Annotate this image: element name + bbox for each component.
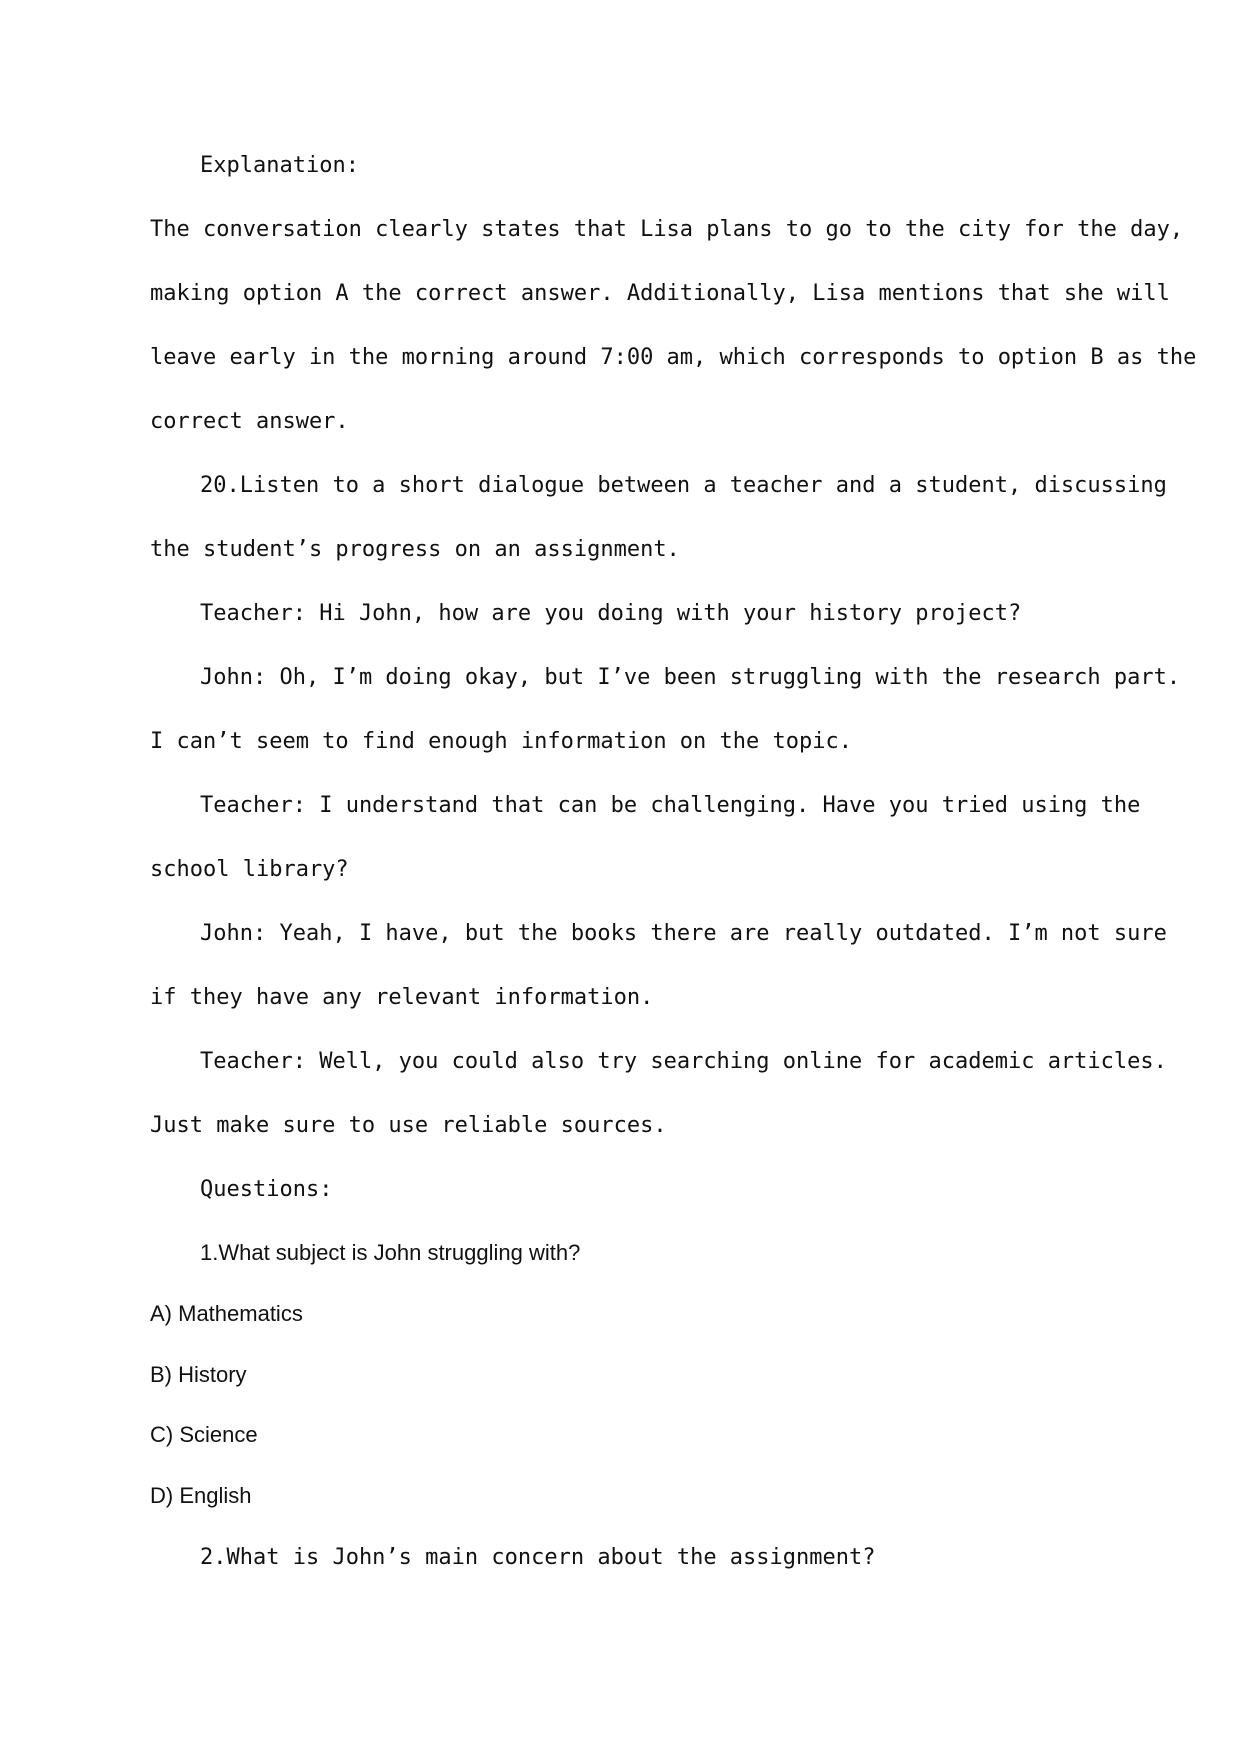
question-1-text: 1.What subject is John struggling with? (200, 1240, 581, 1265)
questions-heading: Questions: (200, 1177, 333, 1202)
explanation-heading: Explanation: (200, 153, 359, 178)
question-1-option: A) Mathematics (150, 1301, 303, 1326)
explanation-line: making option A the correct answer. Additionally, Lisa mentions that she will (150, 281, 1170, 306)
question-20-line: the student’s progress on an assignment. (150, 537, 680, 562)
explanation-line: The conversation clearly states that Lisa plans to go to the city for the day, (150, 217, 1184, 242)
dialogue-line-john: if they have any relevant information. (150, 985, 654, 1010)
question-1-option: B) History (150, 1362, 247, 1387)
dialogue-line-teacher: Teacher: I understand that can be challenging. Have you tried using the (200, 793, 1141, 818)
dialogue-line-teacher: Teacher: Hi John, how are you doing with your history project? (200, 601, 1022, 626)
explanation-line: leave early in the morning around 7:00 am, which corresponds to option B as the (150, 345, 1197, 370)
question-1-option: C) Science (150, 1422, 258, 1447)
dialogue-line-john: John: Oh, I’m doing okay, but I’ve been struggling with the research part. (200, 665, 1181, 690)
question-20-line: 20.Listen to a short dialogue between a teacher and a student, discussing (200, 473, 1167, 498)
dialogue-line-john: John: Yeah, I have, but the books there are really outdated. I’m not sure (200, 921, 1167, 946)
dialogue-line-teacher: Just make sure to use reliable sources. (150, 1113, 667, 1138)
dialogue-line-john: I can’t seem to find enough information on the topic. (150, 729, 852, 754)
dialogue-line-teacher: Teacher: Well, you could also try searching online for academic articles. (200, 1049, 1167, 1074)
explanation-line: correct answer. (150, 409, 349, 434)
question-2-text: 2.What is John’s main concern about the assignment? (200, 1545, 876, 1570)
dialogue-line-teacher: school library? (150, 857, 349, 882)
question-1-option: D) English (150, 1483, 252, 1508)
